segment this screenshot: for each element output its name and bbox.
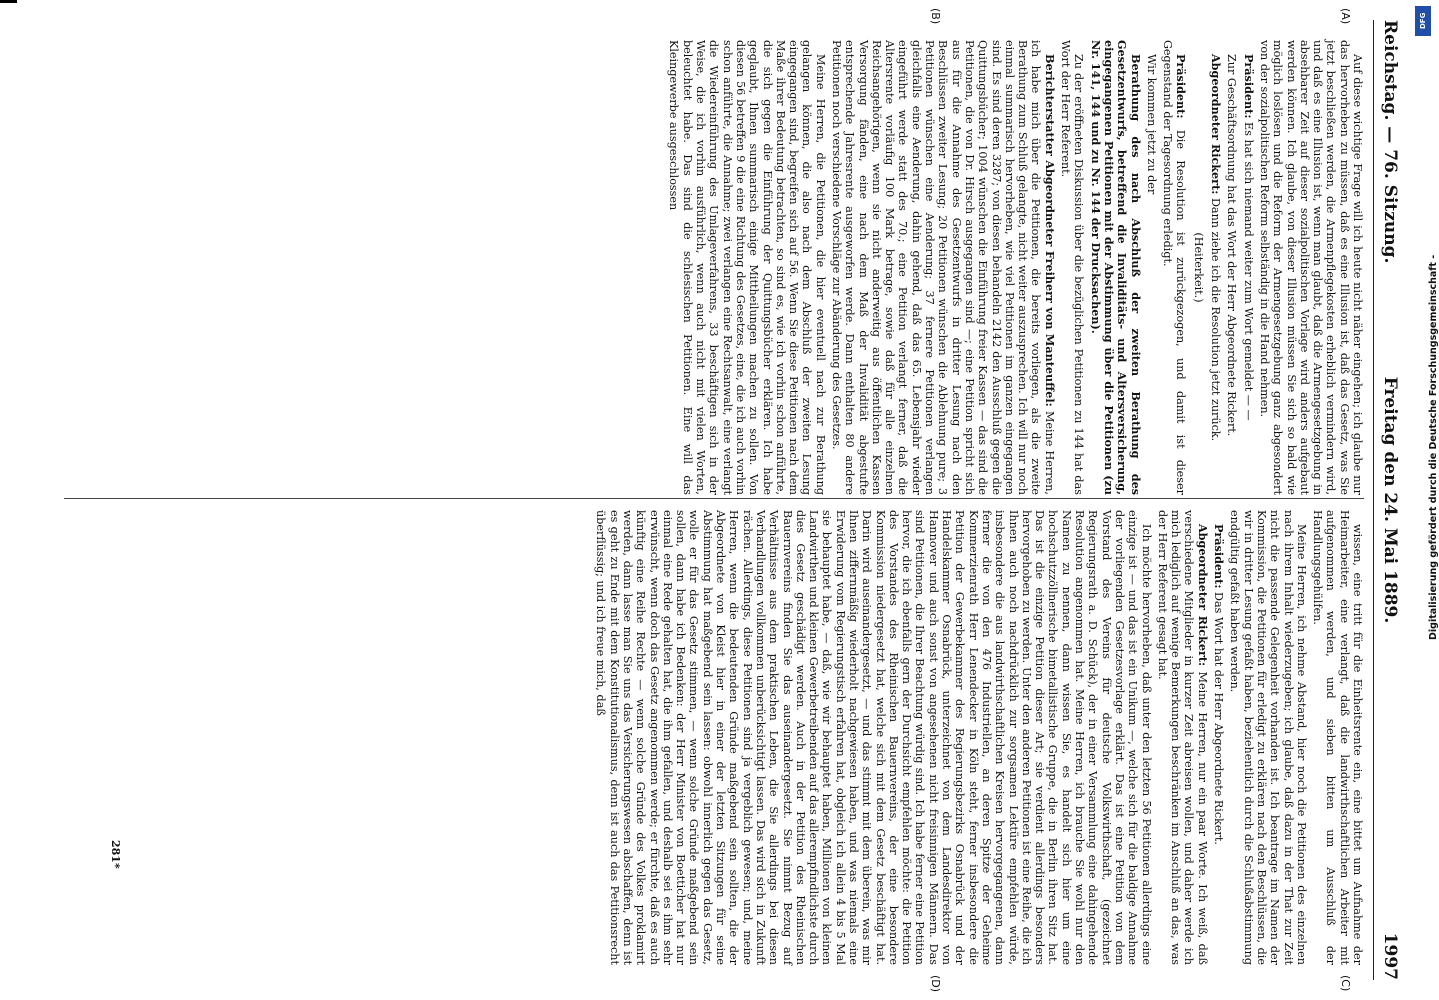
speaker-name: Berichterstatter Abgeordneter Freiherr von Manteuffel: (1042, 54, 1057, 407)
interjection: (Heiterkeit.) (1191, 232, 1205, 303)
margin-marker-a: (A) (1339, 8, 1352, 25)
paragraph: Meine Herren, die Petitionen, die hier eventuell nach zur Berathung gelangen können, die also nach dem Abschluß der zweiten Lesung eingegangen sind, begreifen sich auf 56. Wenn Sie diese Petitionen nach dem Maße ihrer Bedeutung betrachten, so sind es, wie ich vorhin schon anführte, die sich gegen die Einführung der Quittungsbücher erklären. Ich habe geglaubt, Ihnen summarisch einige Mittheilungen machen zu sollen. Von diesen 56 betreffen 9 die eine Richtung des Gesetzes, eine, die ich auch vorhin schon anführte, die Annahme; zwei verlangen eine Rechtsanwalt, eine verlangt die Wiedereinführung des Umlageverfahrens, 33 beschäftigen sich in der Weise, die ich vorhin ausführlich, wenn auch nicht mit vielen Worten, beleuchtet habe. Das sind die schlesischen Petitionen. Eine will das Kleingewerbe ausgeschlossen (667, 40, 827, 495)
paragraph (1209, 40, 1222, 495)
page-header (1373, 20, 1404, 980)
speaker-name: Abgeordneter Rickert: (1195, 524, 1210, 667)
digitization-sidebar (1414, 0, 1439, 1000)
header-date: Freitag den 24. Mai 1889. (1380, 376, 1400, 624)
paragraph: Zur Geschäftsordnung hat das Wort der Herr Abgeordnete Rickert. (1225, 54, 1239, 437)
digitization-credit: Digitalisierung gefördert durch die Deutsche Forschungsgemeinschaft - (1428, 254, 1439, 640)
speech-text: Dann ziehe ich die Resolution jetzt zurück. (1209, 197, 1223, 442)
margin-marker-b: (B) (929, 8, 942, 25)
paragraph: Auf diese wichtige Frage will ich heute nicht näher eingehen; ich glaube nur das hervorheben zu müssen, daß es eine Illusion ist, daß das Gesetz, was Sie jetzt beschließen werden, die Armenpflegekosten erheblich vermindern wird, und daß es eine Illusion ist, wenn man glaubt, daß die Armengesetzgebung in absehbarer Zeit auf dieser sozialpolitischen Vorlage wird anders aufgebaut werden können. Ich glaube, von dieser Illusion müssen Sie sich so bald wie möglich loslösen und die Reform der Armengesetzgebung ganz abgesondert von der sozialpolitischen Reform selbständig in die Hand nehmen. (1257, 40, 1364, 495)
paragraph: Zu der eröffneten Diskussion über die bezüglichen Petitionen zu 144 hat das Wort der Herr Referent. (1059, 40, 1086, 495)
paragraph (830, 40, 1056, 495)
paragraph (1241, 40, 1254, 495)
speaker-name: Abgeordneter Rickert: (1209, 54, 1224, 195)
dfg-logo: DFG (1415, 6, 1431, 36)
margin-marker-c: (C) (1339, 975, 1352, 992)
page-number: 1997 (1380, 932, 1400, 980)
left-column (34, 40, 1364, 495)
header-left: Reichstag. — 76. Sitzung. (1380, 20, 1400, 264)
speaker-name: Präsident: (1174, 54, 1189, 119)
speech-text: Es hat sich niemand weiter zum Wort gemeldet — — (1241, 122, 1255, 421)
paragraph: Meine Herren, ich nehme Abstand, hier noch die Petitionen des einzelnen nach ihrem Inhalt wiederzugeben; ich glaube, daß dazu in der That zur Zeit nicht die passende Gelegenheit vorhanden ist. Ich beantrage im Namen der Kommission, die Petitionen für erledigt zu erklären nach den Beschlüssen, die wir in dritter Lesung gefaßt haben, beziehentlich durch die Schlußabstimmung endgültig gefaßt haben werden. (1228, 510, 1308, 965)
paragraph (1212, 510, 1225, 965)
speaker-name: Präsident: (1241, 54, 1256, 119)
newspaper-page (17, 0, 1412, 1000)
paragraph: Wir kommen jetzt zu der (1144, 54, 1158, 195)
speech-text: Die Resolution ist zurückgezogen, und damit ist dieser Gegenstand der Tagesordnung erledigt. (1161, 40, 1188, 495)
paragraph: wissen, eine tritt für die Einheitsrente ein, eine bittet um Aufnahme der Heimarbeiter, eine verlangt, daß die landwirthschaftlichen Arbeiter mit aufgenommen werden, und sieben bitten um Ausschluß der Handlungsgehülfen. (1311, 510, 1364, 965)
speech-text: Das Wort hat der Herr Abgeordnete Rickert. (1212, 592, 1226, 845)
agenda-item-heading: Berathung des nach Abschluß der zweiten Berathung des Gesetzentwurfs, betreffend die Invaliditäts- und Altersversicherung, eingegangenen Petitionen mit der Abstimmung über die Petitionen (zu Nr. 141, 144 und zu Nr. 144 der Drucksachen). (1088, 40, 1143, 495)
paragraph (1156, 510, 1209, 965)
speech-text: Meine Herren, ich habe mich über die Petitionen, die bereits vorliegen, als die zweite Berathung zum Schluß gelangte, nicht weiter auszusprechen. Ich will nur noch einmal summarisch hervorheben, wie viel Petitionen im ganzen eingegangen sind. Es sind deren 3287; von diesen behandeln 2142 den Ausschluß gegen die Quittungsbücher; 1004 wünschen die Einführung freier Kassen — das sind die Petitionen, die von Dr. Hirsch ausgegangen sind —; eine Petition spricht sich aus für die Annahme des Gesetzentwurfs in dritter Lesung nach den Beschlüssen zweiter Lesung; 20 Petitionen wünschen die Ablehnung pure; 3 Petitionen wünschen eine Aenderung; 37 fernere Petitionen verlangen gleichfalls eine Aenderung, dahin gehend, daß das 65. Lebensjahr wieder eingeführt werde statt des 70.; eine Petition verlangt ferner, daß die Altersrente vorläufig 100 Mark betrage, sowie daß für alle einzelnen Reichsangehörigen, wenn sie nicht anderweitig aus öffentlichen Kassen Versorgung fänden, eine nach dem Maß der Invalidität abgestufte entsprechende Jahresrente ausgeworfen werde. Dann enthalten 80 andere Petitionen noch verschiedene Vorschläge zur Abänderung des Gesetzes. (830, 40, 1056, 495)
column-divider (64, 498, 1364, 499)
right-column (34, 510, 1364, 965)
sheet-signature: 281* (109, 840, 122, 869)
speaker-name: Präsident: (1212, 524, 1227, 589)
speech-text: Meine Herren, nur ein paar Worte. Ich weiß, daß verschiedene Mitglieder in kurzer Zeit abreisen wollen, und daher werde ich mich lediglich auf wenige Bemerkungen beschränken im Anschluß an das, was der Herr Referent gesagt hat. (1155, 510, 1209, 965)
margin-marker-d: (D) (929, 975, 942, 993)
paragraph (1161, 40, 1188, 495)
paragraph: Ich möchte hervorheben, daß unter den letzten 56 Petitionen allerdings eine einzige ist — und das ist ein Unikum —, welche sich für die baldige Annahme der vorliegenden Gesetzesvorlage erklärt. Das ist eine Petition von dem Vorstand des Vereins für deutsche Volkswirthschaft, (gezeichnet Regierungsrath a. D. Schück), der in einer Versammlung eine dahingehende Resolution angenommen hat. Meine Herren, ich brauche Sie wohl nur den Namen zu nennen, dann wissen Sie, es handelt sich hier um eine hochschutzzöllnerische bimetallistische Gruppe, die in Berlin ihren Sitz hat. Das ist die einzige Petition dieser Art; sie verdient allerdings besonders hervorgehoben zu werden. Unter den anderen Petitionen ist eine Reihe, die ich Ihnen auch noch nachdrücklich zur sorgsamen Lektüre empfehlen würde, insbesondere die aus landwirthschaftlichen Kreisen hervorgegangenen, dann ferner die von den 476 Industriellen, an deren Spitze der Geheime Kommerzienrath Herr Lenendecker in Köln steht, ferner insbesondere die Petition der Gewerbekammer des Regierungsbezirks Osnabrück und der Handelskammer Osnabrück, unterzeichnet von dem Landesdirektor von Hannover und auch sonst von angesehenen nicht freisinnigen Männern. Das sind Petitionen, die Ihrer Beachtung würdig sind. Ich habe ferner eine Petition hervor, die ich ebenfalls gern der Durchsicht empfehlen möchte: die Petition des Vorstandes des Rheinischen Bauernvereins, der eine besondere Kommission niedergesetzt hat, welche sich mit dem Gesetz beschäftigt hat. Darin wird auseinandergesetzt, — und das stimmt mit dem überein, was mir Ihnen ziffernmäßig wiederholt nachgewiesen haben, und was niemals eine Erwiderung vom Regierungstisch erfahren hat, obgleich ich allein 4 bis 5 Mal sie behauptet habe, — daß, wie wir behauptet haben, Millionen von kleinen Landwirthen und kleinen Gewerbetreibenden auf das allerempfindlichste durch dies Gesetz geschädigt werden. Auch in der Petition des Rheinischen Bauernvereins finden Sie das auseinandergesetzt. Sie nimmt Bezug auf Verhältnisse aus dem praktischen Leben, die Sie allerdings bei diesen Verhandlungen vollkommen unberücksichtigt lassen. Das wird sich in Zukunft rächen. Allerdings, diese Petitionen sind ja vergeblich gewesen; und, meine Herren, wenn die bedeutenden Gründe maßgebend sein sollten, die der Abgeordnete von Kleist hier in einer der letzten Sitzungen für seine Abstimmung hat maßgebend sein lassen: obwohl innerlich gegen das Gesetz, wolle er für das Gesetz stimmen, — wenn solche Gründe maßgebend sein sollen, dann habe ich Bedenken: der Herr Minister von Boetticher hat nur einmal eine Rede gehalten hat, die ihm gefallen, und deshalb sei es ihm sehr erwünscht, wenn doch das Gesetz angenommen werde; er fürchte, daß es auch künftig eine Reihe Rechte — wenn solche Gründe des Volkes proklamirt werden, dann lasse man Sie uns das Versicherungswesen abschaffen, denn ist es geht zu Ende mit dem Konstitutionalismus, denn ist auch das Petitionsrecht überflüssig; und ich freue mich, daß (594, 510, 1153, 965)
